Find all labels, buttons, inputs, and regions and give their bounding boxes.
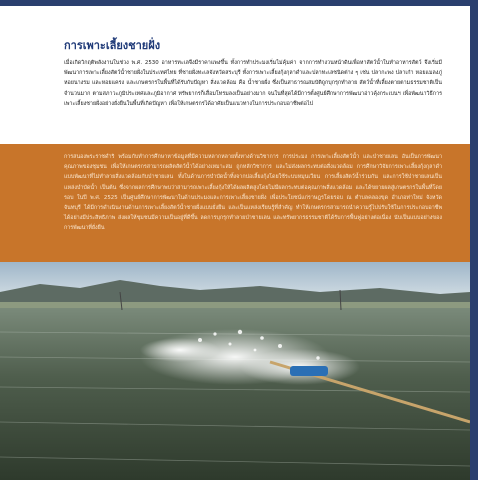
aerator-float	[290, 366, 328, 376]
band-paragraph: การสนองพระราชดำริ พร้อมกับทำการศึกษาหาข้อมูลที่มีความหลากหลายทั้งทางด้านวิชาการ การประมง การเพาะเลี้ยงสัตว์น้ำ และป่าชายเลน อันเป็นการพัฒนาคุณภาพของชุมชน เพื่อให้เกษตรกรสามารถผลิตสัตว์น้ำได้อย่างเหมาะสม ถูกหลักวิชาการ และไม่ส่งผลกระทบต่อสิ่งแวดล้อม การศึกษาวิจัยการเพาะเลี้ยงกุ้งกุลาดำแบบพัฒนาที่ไม่ทำลายสิ่งแวดล้อมกับป่าชายเลน ทั้งในด้านการบำบัดน้ำทิ้งจากบ่อเลี้ยงกุ้งโดยใช้ระบบหมุนเวียน การเลี้ยงสัตว์น้ำร่วมกัน และการใช้ป่าชายเลนเป็นแหล่งบำบัดน้ำ เป็นต้น ซึ่งจากผลการศึกษาพบว่าสามารถเพาะเลี้ยงกุ้งให้ได้ผลผลิตสูงโดยไม่มีผลกระทบต่อคุณภาพสิ่งแวดล้อม และได้ขยายผลสู่เกษตรกรในพื้นที่โดยรอบ ในปี พ.ศ. 2525 เป็นศูนย์ศึกษาการพัฒนาในด้านประมงและการเพาะเลี้ยงชายฝั่ง เพื่อประโยชน์แก่ราษฎรโดยรอบ ณ ตำบลคลองขุด อำเภอท่าใหม่ จังหวัดจันทบุรี ได้มีการดำเนินงานด้านการเพาะเลี้ยงสัตว์น้ำชายฝั่งแบบยั่งยืน และเป็นแหล่งเรียนรู้ที่สำคัญ ทำให้เกษตรกรสามารถนำความรู้ไปปรับใช้ในการประกอบอาชีพได้อย่างมีประสิทธิภาพ ส่งผลให้ชุมชนมีความเป็นอยู่ที่ดีขึ้น ลดการบุกรุกทำลายป่าชายเลน และทรัพยากรธรรมชาติได้รับการฟื้นฟูอย่างต่อเนื่อง นับเป็นแบบอย่างของการพัฒนาที่ยั่งยืน	[64, 154, 442, 232]
pond-illustration	[0, 262, 470, 480]
top-border	[0, 0, 478, 6]
right-border	[470, 0, 478, 480]
section-title: การเพาะเลี้ยงชายฝั่ง	[64, 39, 161, 52]
intro-paragraph: เมื่อเกิดวิกฤติพลังงานในช่วง พ.ศ. 2530 อาหารทะเลจึงมีราคาแพงขึ้น ทั้งการทำประมงเริ่มไม่คุ้มค่า จากการทำงวนหน้าดินเพื่อหาสัตว์น้ำในทำอาหารสัตว์ จึงเริ่มมีพัฒนาการเพาะเลี้ยงสัตว์น้ำชายฝั่งในประเทศไทย ที่ชายฝั่งทะเลจังหวัดสระบุรี ทั้งการเพาะเลี้ยงกุ้งกุลาดำและปลาทะเลชนิดต่าง ๆ เช่น ปลากะพง ปลาเก๋า หอยแมลงภู่ หอยนางรม และหอยแครง และเกษตรกรในพื้นที่ได้รับกับปัญหา สิ่งแวดล้อม คือ น้ำชายฝั่ง ซึ่งเป็นสาธารณสมบัติถูกบุกรุกทำลาย สัตว์น้ำที่เลี้ยงตายตามธรรมชาติเป็นจำนวนมาก ตามสภาวะภูมิประเทศและภูมิอากาศ ทรัพยากรก็เสื่อมโทรมลงเป็นอย่างมาก จนในที่สุดได้มีการตั้งศูนย์ศึกษาการพัฒนาอ่าวคุ้งกระเบนฯ เพื่อพัฒนาวิธีการเพาะเลี้ยงชายฝั่งอย่างยั่งยืนในพื้นที่เกิดปัญหา เพื่อให้เกษตรกรได้อาศัยเป็นแนวทางในการประกอบอาชีพต่อไป	[64, 60, 442, 107]
shrimp-pond-photo	[0, 262, 470, 480]
